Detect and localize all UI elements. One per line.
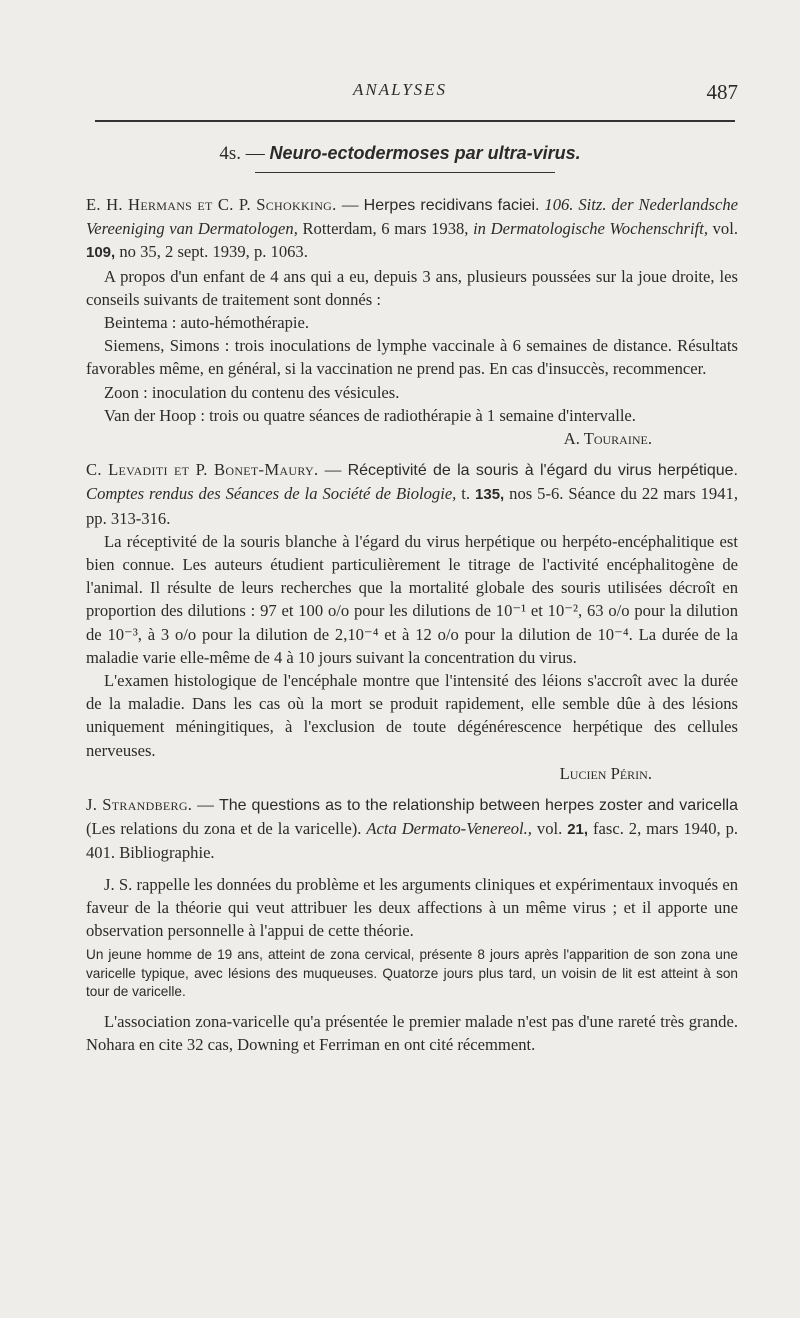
reference [86,793,738,865]
paragraph: A propos d'un enfant de 4 ans qui a eu, depuis 3 ans, plusieurs poussées sur la joue droite, les conseils suivants de traitement sont donnés : [86,266,738,309]
section-title: Neuro-ectodermoses par ultra-virus. [269,143,581,163]
reference-vol-prefix: vol. [712,219,738,239]
reference-title: Réceptivité de la souris à l'égard du virus herpétique. [347,462,738,480]
reference-place: Rotterdam, 6 mars 1938, [302,219,469,239]
reference-volume: 135, [475,486,505,504]
reference-title: Herpes recidivans faciei. [363,197,540,214]
reference-details: fasc. 2, mars 1940, p. 401. Bibliographie. [86,819,739,863]
paragraph: La réceptivité de la souris blanche à l'égard du virus herpétique ou herpéto-encéphalitique est bien connue. Les auteurs étudient particulièrement le titrage de l'activité encéphalitogène de l'animal. Il résulte de leurs recherches que la mortalité globale des souris utilisées décroît en proportion des dilutions : 97 et 100 o/o pour les dilutions de 10⁻¹ et 10⁻², 63 o/o pour la dilution de 10⁻³, à 3 o/o pour la dilution de 2,10⁻⁴ et à 12 o/o pour la dilution de 10⁻⁴. La durée de la maladie varie elle-même de 4 à 10 jours suivant la concentration du virus. [86,531,738,667]
section-rule [255,172,555,173]
paragraph: L'examen histologique de l'encéphale montre que l'intensité des léions s'accroît avec la durée de la maladie. Dans les cas où la mort se produit rapidement, elle semble dûe à des lésions uniquement méningitiques, à l'exclusion de toute dégénérescence herpétique des cellules nerveuses. [86,671,738,760]
paragraph: J. S. rappelle les données du problème et les arguments cliniques et expérimentaux invoqués en faveur de la théorie qui veut attribuer les deux affections à un même virus ; et il apporte une observation personnelle à l'appui de cette théorie. [86,874,738,941]
running-head-title: ANALYSES [352,80,448,99]
abstract-entry [86,193,738,450]
abstract-entry [86,458,738,785]
reference-source: Acta Dermato-Venereol., [366,819,532,839]
reference-volume: 21, [567,821,589,839]
reference-volume: 109, [86,244,116,262]
reference [86,458,738,530]
reference-vol-prefix: t. [461,484,471,504]
section-number: 4s. — [219,143,265,164]
reference-details: no 35, 2 sept. 1939, p. 1063. [119,242,308,262]
running-head [0,80,800,104]
article-body [86,185,738,1056]
section-heading [0,143,800,165]
reference [86,193,738,265]
reference-source: 106. Sitz. der Nederlandsche Vereeniging van Dermatologen, [86,195,738,239]
reference-title-note: (Les relations du zona et de la varicelle). [86,819,362,839]
paragraph: Van der Hoop : trois ou quatre séances de radiothérapie à 1 semaine d'intervalle. [104,405,636,425]
reference-vol-prefix: vol. [536,819,563,839]
reference-authors: E. H. Hermans et C. P. Schokking. — [86,195,359,214]
abstract-entry [86,793,738,1056]
signature: Lucien Périn. [559,763,652,783]
page-number: 487 [706,80,738,104]
paragraph: Zoon : inoculation du contenu des vésicules. [104,382,400,402]
paragraph: Beintema : auto-hémothérapie. [104,313,310,333]
paragraph: Siemens, Simons : trois inoculations de lymphe vaccinale à 6 semaines de distance. Résultats favorables même, en général, si la vaccination ne prend pas. En cas d'insuccès, recommencer. [86,336,738,379]
signature: A. Touraine. [563,429,652,449]
reference-authors: J. Strandberg. — [86,795,215,815]
reference-in: in Dermatologische Wochenschrift, [473,219,708,239]
case-report-paragraph: Un jeune homme de 19 ans, atteint de zona cervical, présente 8 jours après l'apparition de son zona une varicelle typique, avec lésions des muqueuses. Quatorze jours plus tard, un voisin de lit est atteint à son tour de varicelle. [86,947,738,1000]
reference-source: Comptes rendus des Séances de la Société de Biologie, [86,484,457,504]
reference-title: The questions as to the relationship between herpes zoster and varicella [218,797,738,815]
reference-authors: C. Levaditi et P. Bonet-Maury. — [86,460,342,480]
paragraph: L'association zona-varicelle qu'a présentée le premier malade n'est pas d'une rareté très grande. Nohara en cite 32 cas, Downing et Ferriman en ont cité récemment. [86,1011,738,1054]
header-rule [95,120,735,122]
reference-details: nos 5-6. Séance du 22 mars 1941, pp. 313-316. [86,484,738,528]
